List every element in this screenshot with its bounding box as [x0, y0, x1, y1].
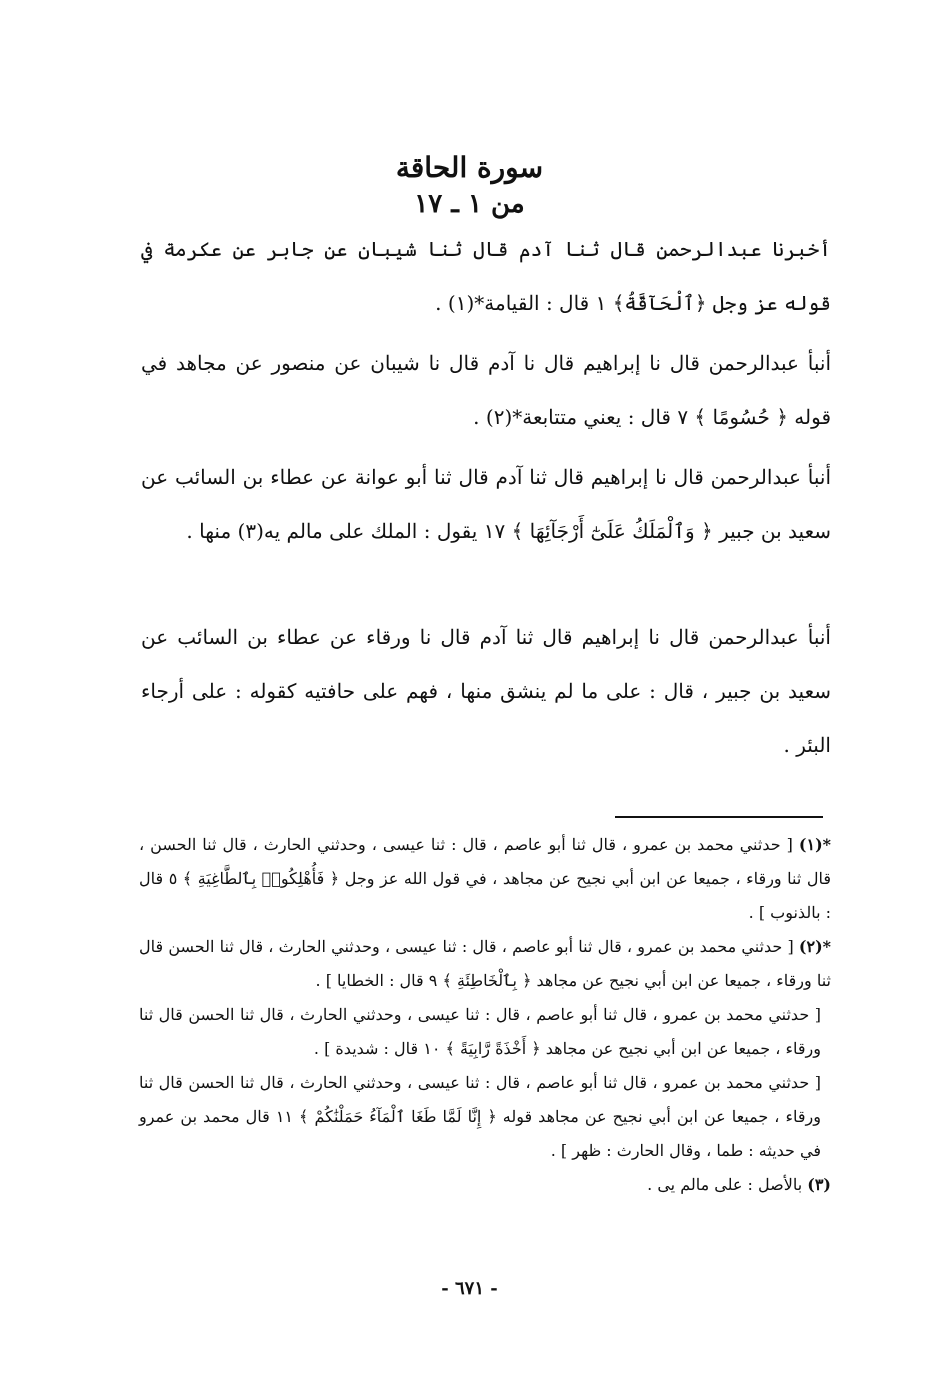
footnote-1 [139, 828, 831, 930]
page-number: - ٦٧١ - [441, 1278, 498, 1299]
footnote-text: [ حدثني محمد بن عمرو ، قال ثنا أبو عاصم ، قال : ثنا عيسى ، وحدثني الحارث ، قال ثنا الحسن قال ثنا ورقاء ، جميعا عن ابن أبي نجيح عن مجاهد قوله ﴿ إِنَّا لَمَّا طَغَا ٱلْمَآءُ حَمَلْنَٰكُمْ ﴾ ١١ قال محمد بن عمرو في حديثه : طما ، وقال الحارث : ظهر ] . [139, 1073, 821, 1160]
footnote-divider [615, 816, 823, 818]
footnote-marker: *(١) [798, 835, 831, 854]
narration-paragraph-4 [141, 610, 831, 772]
footnote-marker: *(٢) [798, 937, 831, 956]
paragraph-text: أنبأ عبدالرحمن قال نا إبراهيم قال ثنا آدم قال نا ورقاء عن عطاء بن السائب عن سعيد بن جبير ، قال : على ما لم ينشق منها ، فهم على حافتيه كقوله : على أرجاء البئر . [141, 625, 831, 757]
footnote-2 [139, 930, 831, 998]
footnote-2-continuation-a [139, 998, 831, 1066]
paragraph-text: أخبرنا عبدالرحمن قال ثنا آدم قال ثنا شيبان عن جابر عن عكرمة في قوله عز وجل ﴿ٱلْحَآقَّةُ﴾ ١ قال : القيامة*(١) . [141, 237, 831, 315]
footnote-3 [139, 1168, 831, 1202]
footnote-text: [ حدثني محمد بن عمرو ، قال ثنا أبو عاصم ، قال : ثنا عيسى ، وحدثني الحارث ، قال ثنا الحسن قال ثنا ورقاء ، جميعا عن ابن أبي نجيح عن مجاهد ﴿ أَخْذَةً رَّابِيَةً ﴾ ١٠ قال : شديدة ] . [139, 1005, 821, 1058]
narration-paragraph-1 [141, 222, 831, 330]
surah-title: سورة الحاقة [395, 151, 544, 184]
paragraph-text: أنبأ عبدالرحمن قال نا إبراهيم قال نا آدم قال نا شيبان عن منصور عن مجاهد في قوله ﴿ حُسُومًا ﴾ ٧ قال : يعني متتابعة*(٢) . [141, 351, 831, 429]
paragraph-text: أنبأ عبدالرحمن قال نا إبراهيم قال ثنا آدم قال ثنا أبو عوانة عن عطاء بن السائب عن سعيد بن جبير ﴿ وَٱلْمَلَكُ عَلَىٰٓ أَرْجَآئِهَا ﴾ ١٧ يقول : الملك على مالم يه(٣) منها . [141, 465, 831, 543]
narration-paragraph-2 [141, 336, 831, 444]
verse-range: من ١ ـ ١٧ [414, 189, 525, 219]
narration-paragraph-3 [141, 450, 831, 558]
footnote-marker: (٣) [807, 1175, 831, 1194]
footnote-text: [ حدثني محمد بن عمرو ، قال ثنا أبو عاصم ، قال : ثنا عيسى ، وحدثني الحارث ، قال ثنا الحسن قال ثنا ورقاء ، جميعا عن ابن أبي نجيح عن مجاهد ﴿ بِٱلْخَاطِئَةِ ﴾ ٩ قال : الخطايا ] . [139, 937, 831, 990]
footnotes [139, 828, 831, 1202]
footnote-text: [ حدثني محمد بن عمرو ، قال ثنا أبو عاصم ، قال : ثنا عيسى ، وحدثني الحارث ، قال ثنا الحسن ، قال ثنا ورقاء ، جميعا عن ابن أبي نجيح عن مجاهد ، في قول الله عز وجل ﴿ فَأُهْلِكُوا۟ بِٱلطَّاغِيَةِ ﴾ ٥ قال : بالذنوب ] . [139, 835, 832, 922]
footnote-text: بالأصل : على مالم يى . [647, 1175, 803, 1194]
footnote-2-continuation-b [139, 1066, 831, 1168]
